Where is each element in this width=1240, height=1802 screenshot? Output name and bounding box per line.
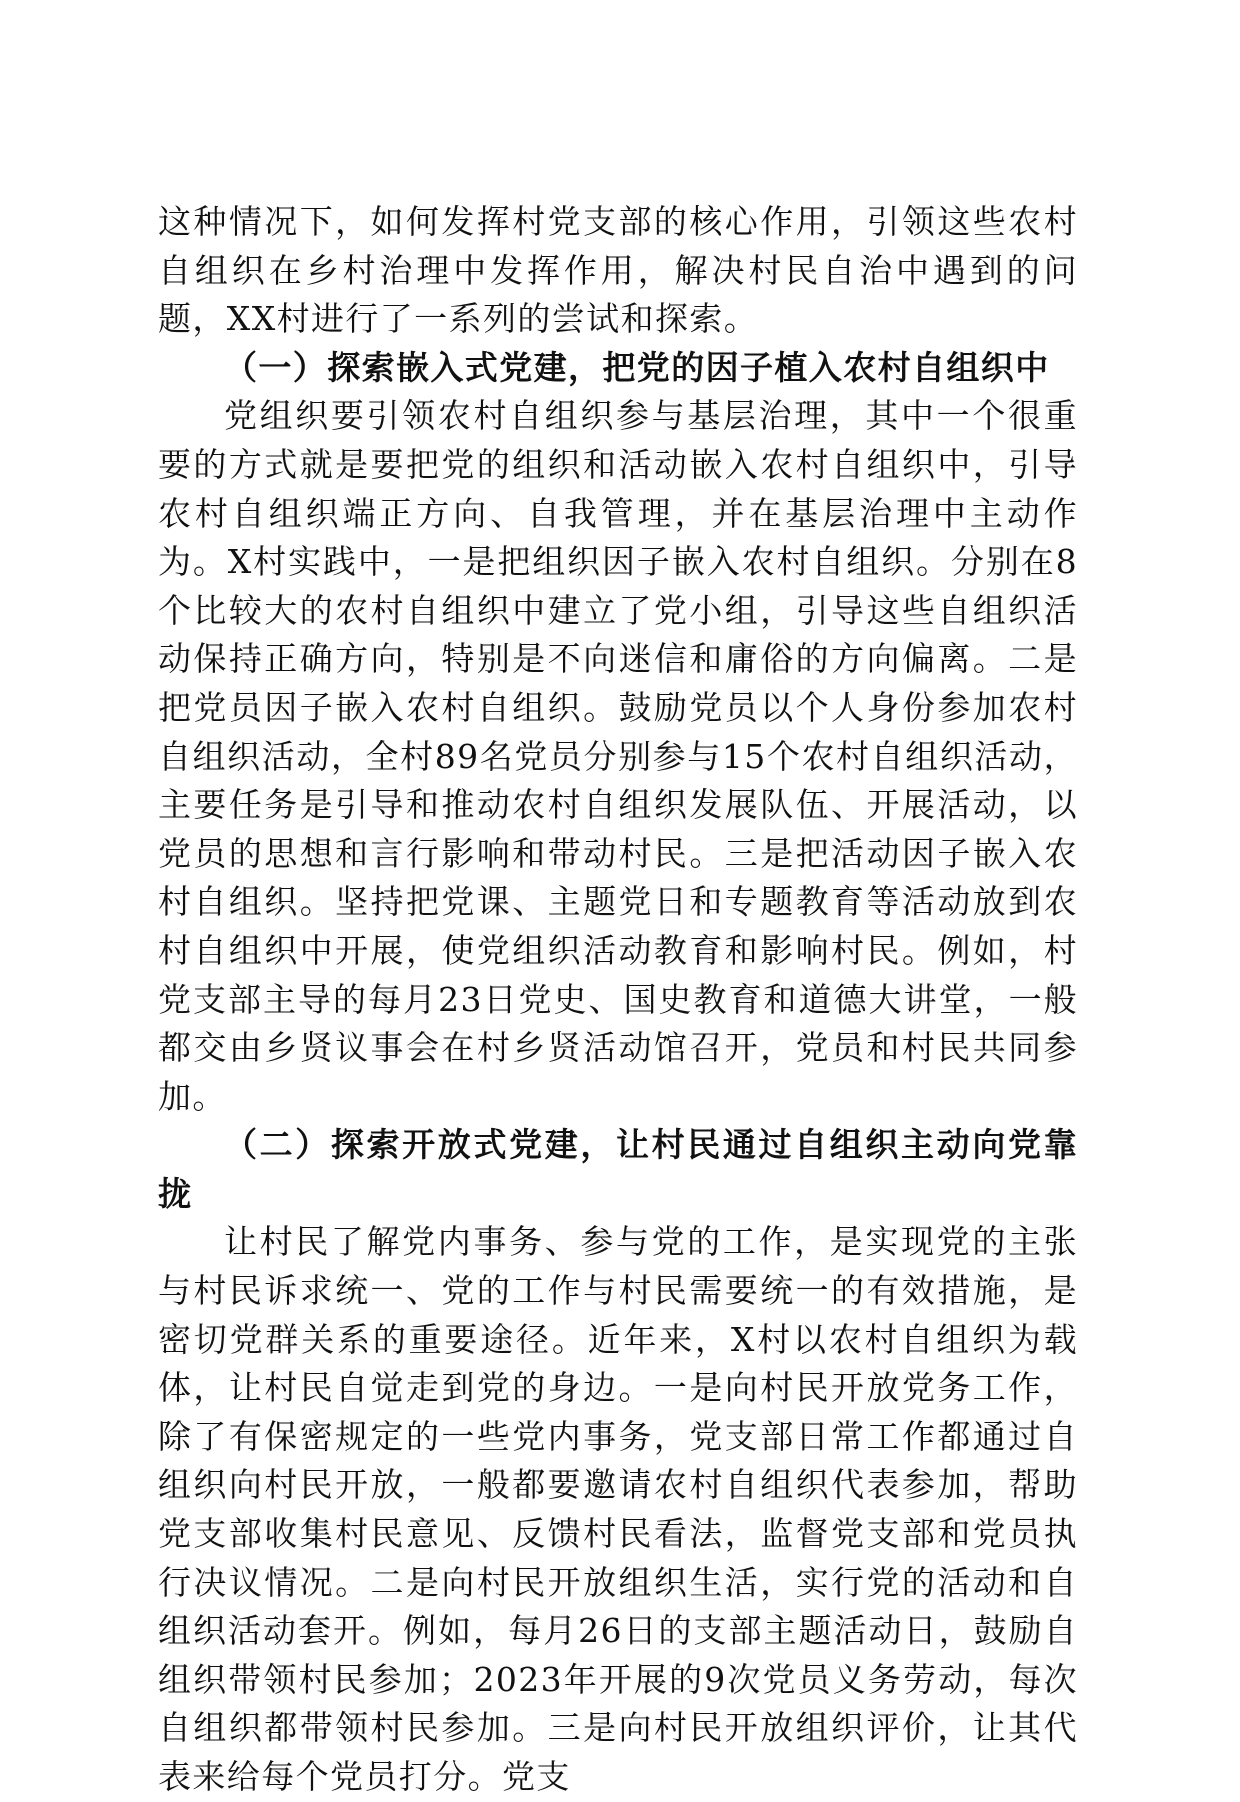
paragraph-continuation: 这种情况下，如何发挥村党支部的核心作用，引领这些农村自组织在乡村治理中发挥作用，解决村民自治中遇到的问题，XX村进行了一系列的尝试和探索。 (158, 202, 1078, 339)
section-heading-2: （二）探索开放式党建，让村民通过自组织主动向党靠拢 (158, 1125, 1078, 1213)
document-body (158, 198, 1078, 1802)
paragraph-open-party-building: 让村民了解党内事务、参与党的工作，是实现党的主张与村民诉求统一、党的工作与村民需要统一的有效措施，是密切党群关系的重要途径。近年来，X村以农村自组织为载体，让村民自觉走到党的身边。一是向村民开放党务工作，除了有保密规定的一些党内事务，党支部日常工作都通过自组织向村民开放，一般都要邀请农村自组织代表参加，帮助党支部收集村民意见、反馈村民看法，监督党支部和党员执行决议情况。二是向村民开放组织生活，实行党的活动和自组织活动套开。例如，每月26日的支部主题活动日，鼓励自组织带领村民参加；2023年开展的9次党员义务劳动，每次自组织都带领村民参加。三是向村民开放组织评价，让其代表来给每个党员打分。党支 (158, 1222, 1078, 1796)
paragraph-embedded-party-building: 党组织要引领农村自组织参与基层治理，其中一个很重要的方式就是要把党的组织和活动嵌入农村自组织中，引导农村自组织端正方向、自我管理，并在基层治理中主动作为。X村实践中，一是把组织因子嵌入农村自组织。分别在8个比较大的农村自组织中建立了党小组，引导这些自组织活动保持正确方向，特别是不向迷信和庸俗的方向偏离。二是把党员因子嵌入农村自组织。鼓励党员以个人身份参加农村自组织活动，全村89名党员分别参与15个农村自组织活动，主要任务是引导和推动农村自组织发展队伍、开展活动，以党员的思想和言行影响和带动村民。三是把活动因子嵌入农村自组织。坚持把党课、主题党日和专题教育等活动放到农村自组织中开展，使党组织活动教育和影响村民。例如，村党支部主导的每月23日党史、国史教育和道德大讲堂，一般都交由乡贤议事会在村乡贤活动馆召开，党员和村民共同参加。 (158, 396, 1078, 1116)
section-heading-1: （一）探索嵌入式党建，把党的因子植入农村自组织中 (224, 347, 1050, 387)
